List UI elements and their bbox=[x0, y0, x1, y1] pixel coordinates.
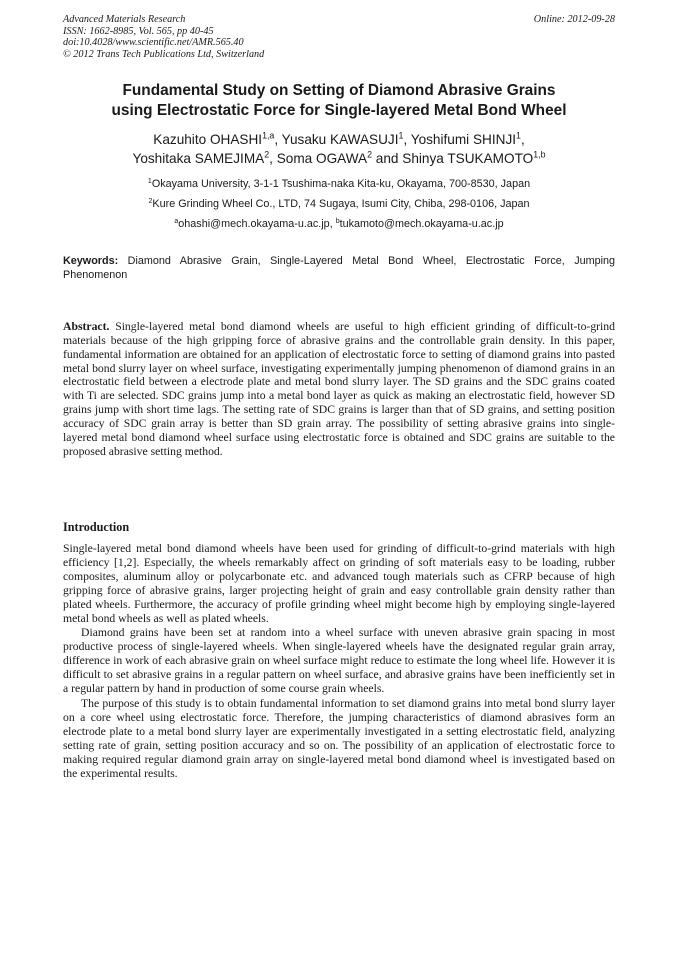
keywords-label: Keywords: bbox=[63, 255, 119, 267]
author-name: Soma OGAWA bbox=[276, 151, 368, 166]
copyright-line: © 2012 Trans Tech Publications Ltd, Switzerland bbox=[63, 48, 265, 60]
author-affil-mark: 2 bbox=[264, 149, 270, 160]
author-affil-mark: 1 bbox=[516, 130, 521, 141]
body-paragraph: The purpose of this study is to obtain fundamental information to set diamond grains into metal bond slurry layer on a core wheel using electrostatic force. Therefore, the jumping characteristics of diamond abrasives form an electrode plate to a metal bond slurry layer are experimentally investigated in a setting electrostatic field, analyzing setting rate of grain, setting position accuracy and so on. The possibility of an application of electrostatic force to making required regular diamond grain array on single-layered metal bond diamond wheel is investigated based on the experimental results. bbox=[63, 696, 615, 780]
author-list bbox=[40, 130, 638, 168]
online-date: Online: 2012-09-28 bbox=[533, 14, 615, 25]
body-paragraph: Diamond grains have been set at random into a wheel surface with uneven abrasive grain spacing in most productive process of single-layered wheels. When single-layered wheels have the designated regular grain array, difference in work of each abrasive grain on wheel surface might reduce to estimate the long wheel life. However it is difficult to set abrasive grains in a regular pattern on wheel surface, and abrasive grains have been inefficiently set in a regular pattern by hand in production of some course grain wheels. bbox=[63, 626, 615, 696]
keywords-text: Diamond Abrasive Grain, Single-Layered Metal Bond Wheel, Electrostatic Force, Jumping Phenomenon bbox=[63, 255, 615, 281]
affiliation-text: Okayama University, 3-1-1 Tsushima-naka Kita-ku, Okayama, 700-8530, Japan bbox=[151, 178, 531, 190]
author-separator: , bbox=[403, 132, 411, 147]
author-separator: , bbox=[274, 132, 282, 147]
title-line-1: Fundamental Study on Setting of Diamond Abrasive Grains bbox=[122, 82, 556, 99]
affiliation-1 bbox=[40, 178, 638, 191]
publication-header bbox=[63, 14, 615, 60]
introduction-heading: Introduction bbox=[63, 520, 130, 534]
author-separator: , bbox=[520, 132, 525, 147]
author-separator: , bbox=[269, 151, 277, 166]
author-name: Kazuhito OHASHI bbox=[153, 132, 263, 147]
journal-name: Advanced Materials Research bbox=[63, 14, 186, 25]
introduction-body bbox=[63, 542, 615, 781]
author-line-1 bbox=[40, 130, 638, 149]
author-affil-mark: 2 bbox=[367, 149, 373, 160]
author-line-2 bbox=[40, 149, 638, 168]
email-address: tukamoto@mech.okayama-u.ac.jp bbox=[339, 218, 504, 230]
affiliation-2 bbox=[40, 198, 638, 211]
author-affil-mark: 1 bbox=[398, 130, 404, 141]
abstract-text: Single-layered metal bond diamond wheels are useful to high efficient grinding of difficult-to-grind materials because of the high gripping force of abrasive grains and the controllable grain density. In this paper, fundamental information are obtained for an application of electrostatic force to setting of diamond grains into pasted metal bond slurry layer on wheel surface, investigating experimentally jumping phenomenon of diamond grains in an electrostatic field between a electrode plate and metal bond slurry layer. The SD grains and the SDC grains coated with Ti are selected. SDC grains jump into a metal bond layer as quick as making an electrostatic field, however SD grains jump with short time lags. The setting rate of SDC grains is larger than that of SD grains, and setting position accuracy of SDC grain array is better than SD grain array. The possibility of setting abrasive grains into single-layered metal bond diamond wheel surface using electrostatic force is obtained and SDC grains are suitable to the proposed abrasive setting method. bbox=[63, 320, 615, 458]
issn-line: ISSN: 1662-8985, Vol. 565, pp 40-45 bbox=[63, 25, 214, 37]
email-mark: b bbox=[335, 217, 340, 225]
affiliation-mark: 2 bbox=[148, 197, 153, 205]
email-mark: a bbox=[174, 217, 179, 225]
paper-title bbox=[40, 81, 638, 120]
affiliation-mark: 1 bbox=[147, 177, 152, 185]
author-name: Yusaku KAWASUJI bbox=[281, 132, 399, 147]
author-affil-mark: 1,b bbox=[533, 149, 546, 160]
abstract-label: Abstract. bbox=[63, 320, 110, 333]
author-separator: and bbox=[372, 151, 403, 166]
author-emails bbox=[40, 218, 638, 231]
author-name: Yoshifumi SHINJI bbox=[410, 132, 517, 147]
title-line-2: using Electrostatic Force for Single-layered Metal Bond Wheel bbox=[111, 101, 567, 119]
author-name: Shinya TSUKAMOTO bbox=[402, 151, 534, 166]
author-affil-mark: 1,a bbox=[262, 130, 275, 141]
author-name: Yoshitaka SAMEJIMA bbox=[132, 151, 265, 166]
abstract-section bbox=[63, 320, 615, 458]
keywords-section bbox=[63, 255, 615, 283]
doi-line: doi:10.4028/www.scientific.net/AMR.565.40 bbox=[63, 37, 244, 49]
affiliation-text: Kure Grinding Wheel Co., LTD, 74 Sugaya, Isumi City, Chiba, 298-0106, Japan bbox=[152, 198, 530, 210]
email-address: ohashi@mech.okayama-u.ac.jp, bbox=[178, 218, 336, 230]
body-paragraph: Single-layered metal bond diamond wheels have been used for grinding of difficult-to-grind materials with high efficiency [1,2]. Especially, the wheels remarkably affect on grinding of soft materials easy to be loading, rubber composites, aluminum alloy or polycarbonate etc. and advanced tough materials such as CFRP because of high gripping force of abrasive grains, larger projecting height of grain and easy controllable grain density rather than plated wheels. Furthermore, the accuracy of profile grinding wheel might become high by employing single-layered metal bond wheels as well as plated wheels. bbox=[63, 542, 615, 626]
